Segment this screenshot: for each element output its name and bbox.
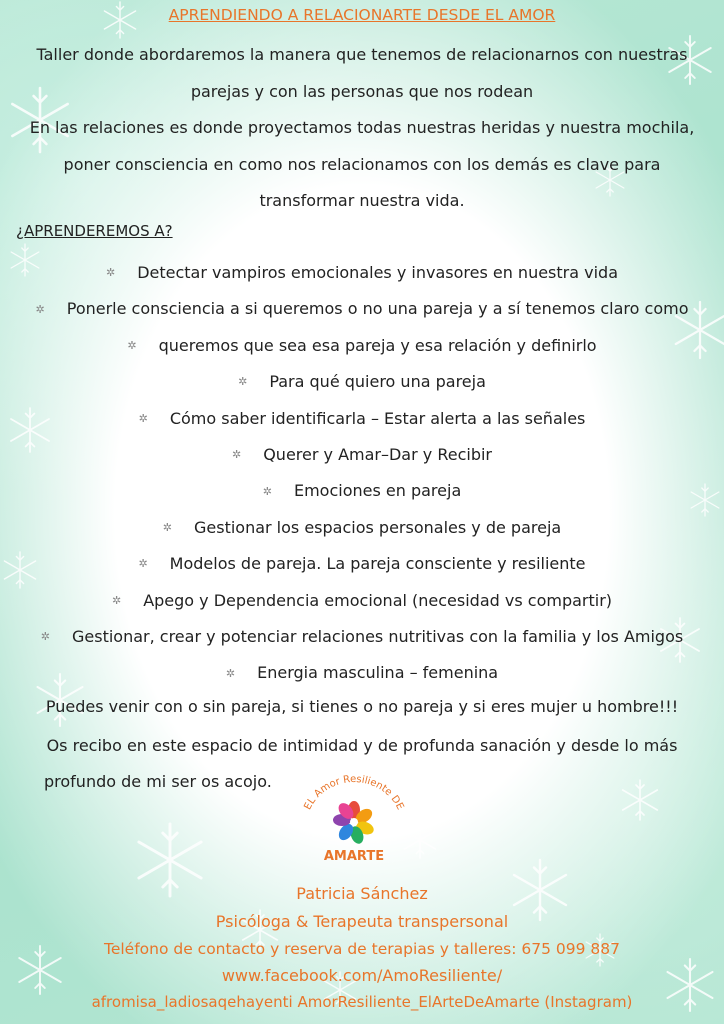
list-item-text: Cómo saber identificarla – Estar alerta a las señales (169, 408, 586, 428)
intro-line: transformar nuestra vida. (259, 191, 465, 210)
amor-resiliente-logo (292, 770, 416, 866)
list-item (20, 473, 704, 509)
list-item-text: Gestionar los espacios personales y de pareja (193, 517, 562, 537)
list-item-text: Para qué quiero una pareja (269, 372, 486, 392)
bullet-icon: ✲ (127, 339, 137, 353)
author-role: Psicóloga & Terapeuta transpersonal (215, 912, 509, 931)
bullet-icon: ✲ (40, 630, 50, 644)
list-item-text: Modelos de pareja. La pareja consciente y resiliente (169, 554, 586, 574)
bullet-icon: ✲ (111, 593, 122, 607)
bullet-icon: ✲ (162, 521, 172, 535)
list-item (20, 655, 704, 691)
closing-line: profundo de mi ser os acojo. (44, 772, 272, 791)
list-item (20, 546, 704, 582)
intro-line: Taller donde abordaremos la manera que tenemos de relacionarnos con nuestras (36, 45, 688, 64)
logo-bottom-text: AMARTE (323, 849, 385, 864)
section-subheading: ¿APRENDEREMOS A? (16, 222, 173, 240)
heart-flower-icon (333, 800, 376, 845)
list-item-text: Gestionar, crear y potenciar relaciones nutritivas con la familia y los Amigos (72, 626, 684, 646)
page-title: APRENDIENDO A RELACIONARTE DESDE EL AMOR (168, 6, 556, 24)
list-item-text: Emociones en pareja (293, 481, 462, 501)
bullet-icon: ✲ (262, 484, 272, 498)
bullet-icon: ✲ (138, 557, 148, 571)
intro-paragraph (14, 37, 710, 220)
bullet-icon: ✲ (238, 375, 248, 389)
bullet-icon: ✲ (225, 666, 236, 680)
list-item (20, 255, 704, 291)
bullet-icon: ✲ (35, 302, 45, 316)
list-item (20, 583, 704, 619)
closing-line: Puedes venir con o sin pareja, si tienes o no pareja y si eres mujer u hombre!!! (45, 697, 679, 716)
list-item (20, 364, 704, 400)
list-item-text: queremos que sea esa pareja y esa relación y definirlo (158, 335, 597, 355)
list-item (20, 510, 704, 546)
intro-line: En las relaciones es donde proyectamos todas nuestras heridas y nuestra mochila, (29, 118, 695, 137)
list-item-text: Detectar vampiros emocionales y invasores en nuestra vida (137, 263, 619, 282)
bullet-icon: ✲ (231, 448, 242, 462)
facebook-link[interactable]: www.facebook.com/AmoResiliente/ (221, 966, 503, 985)
list-item-text: Apego y Dependencia emocional (necesidad vs compartir) (143, 590, 613, 610)
author-name: Patricia Sánchez (296, 884, 428, 903)
list-item (20, 619, 704, 655)
instagram-handles[interactable]: afromisa_ladiosaqehayenti AmorResiliente_ElArteDeAmarte (Instagram) (91, 993, 633, 1011)
list-item-text: Energia masculina – femenina (257, 663, 499, 683)
list-item-text: Querer y Amar–Dar y Recibir (263, 444, 492, 464)
list-item-text: Ponerle consciencia a si queremos o no una pareja y a sí tenemos claro como (66, 299, 689, 319)
list-item (20, 291, 704, 327)
list-item (20, 401, 704, 437)
contact-phone: Teléfono de contacto y reserva de terapias y talleres: 675 099 887 (103, 940, 620, 958)
closing-line: Os recibo en este espacio de intimidad y de profunda sanación y desde lo más (46, 736, 678, 755)
logo-arc-text: EL Amor Resiliente DE (302, 773, 406, 812)
list-item (20, 437, 704, 473)
bullet-icon: ✲ (138, 411, 148, 425)
intro-line: parejas y con las personas que nos rodean (190, 81, 534, 101)
bullet-icon: ✲ (105, 266, 116, 280)
list-item (20, 328, 704, 364)
intro-line: poner consciencia en como nos relacionamos con los demás es clave para (63, 154, 661, 174)
topics-list (20, 255, 704, 692)
